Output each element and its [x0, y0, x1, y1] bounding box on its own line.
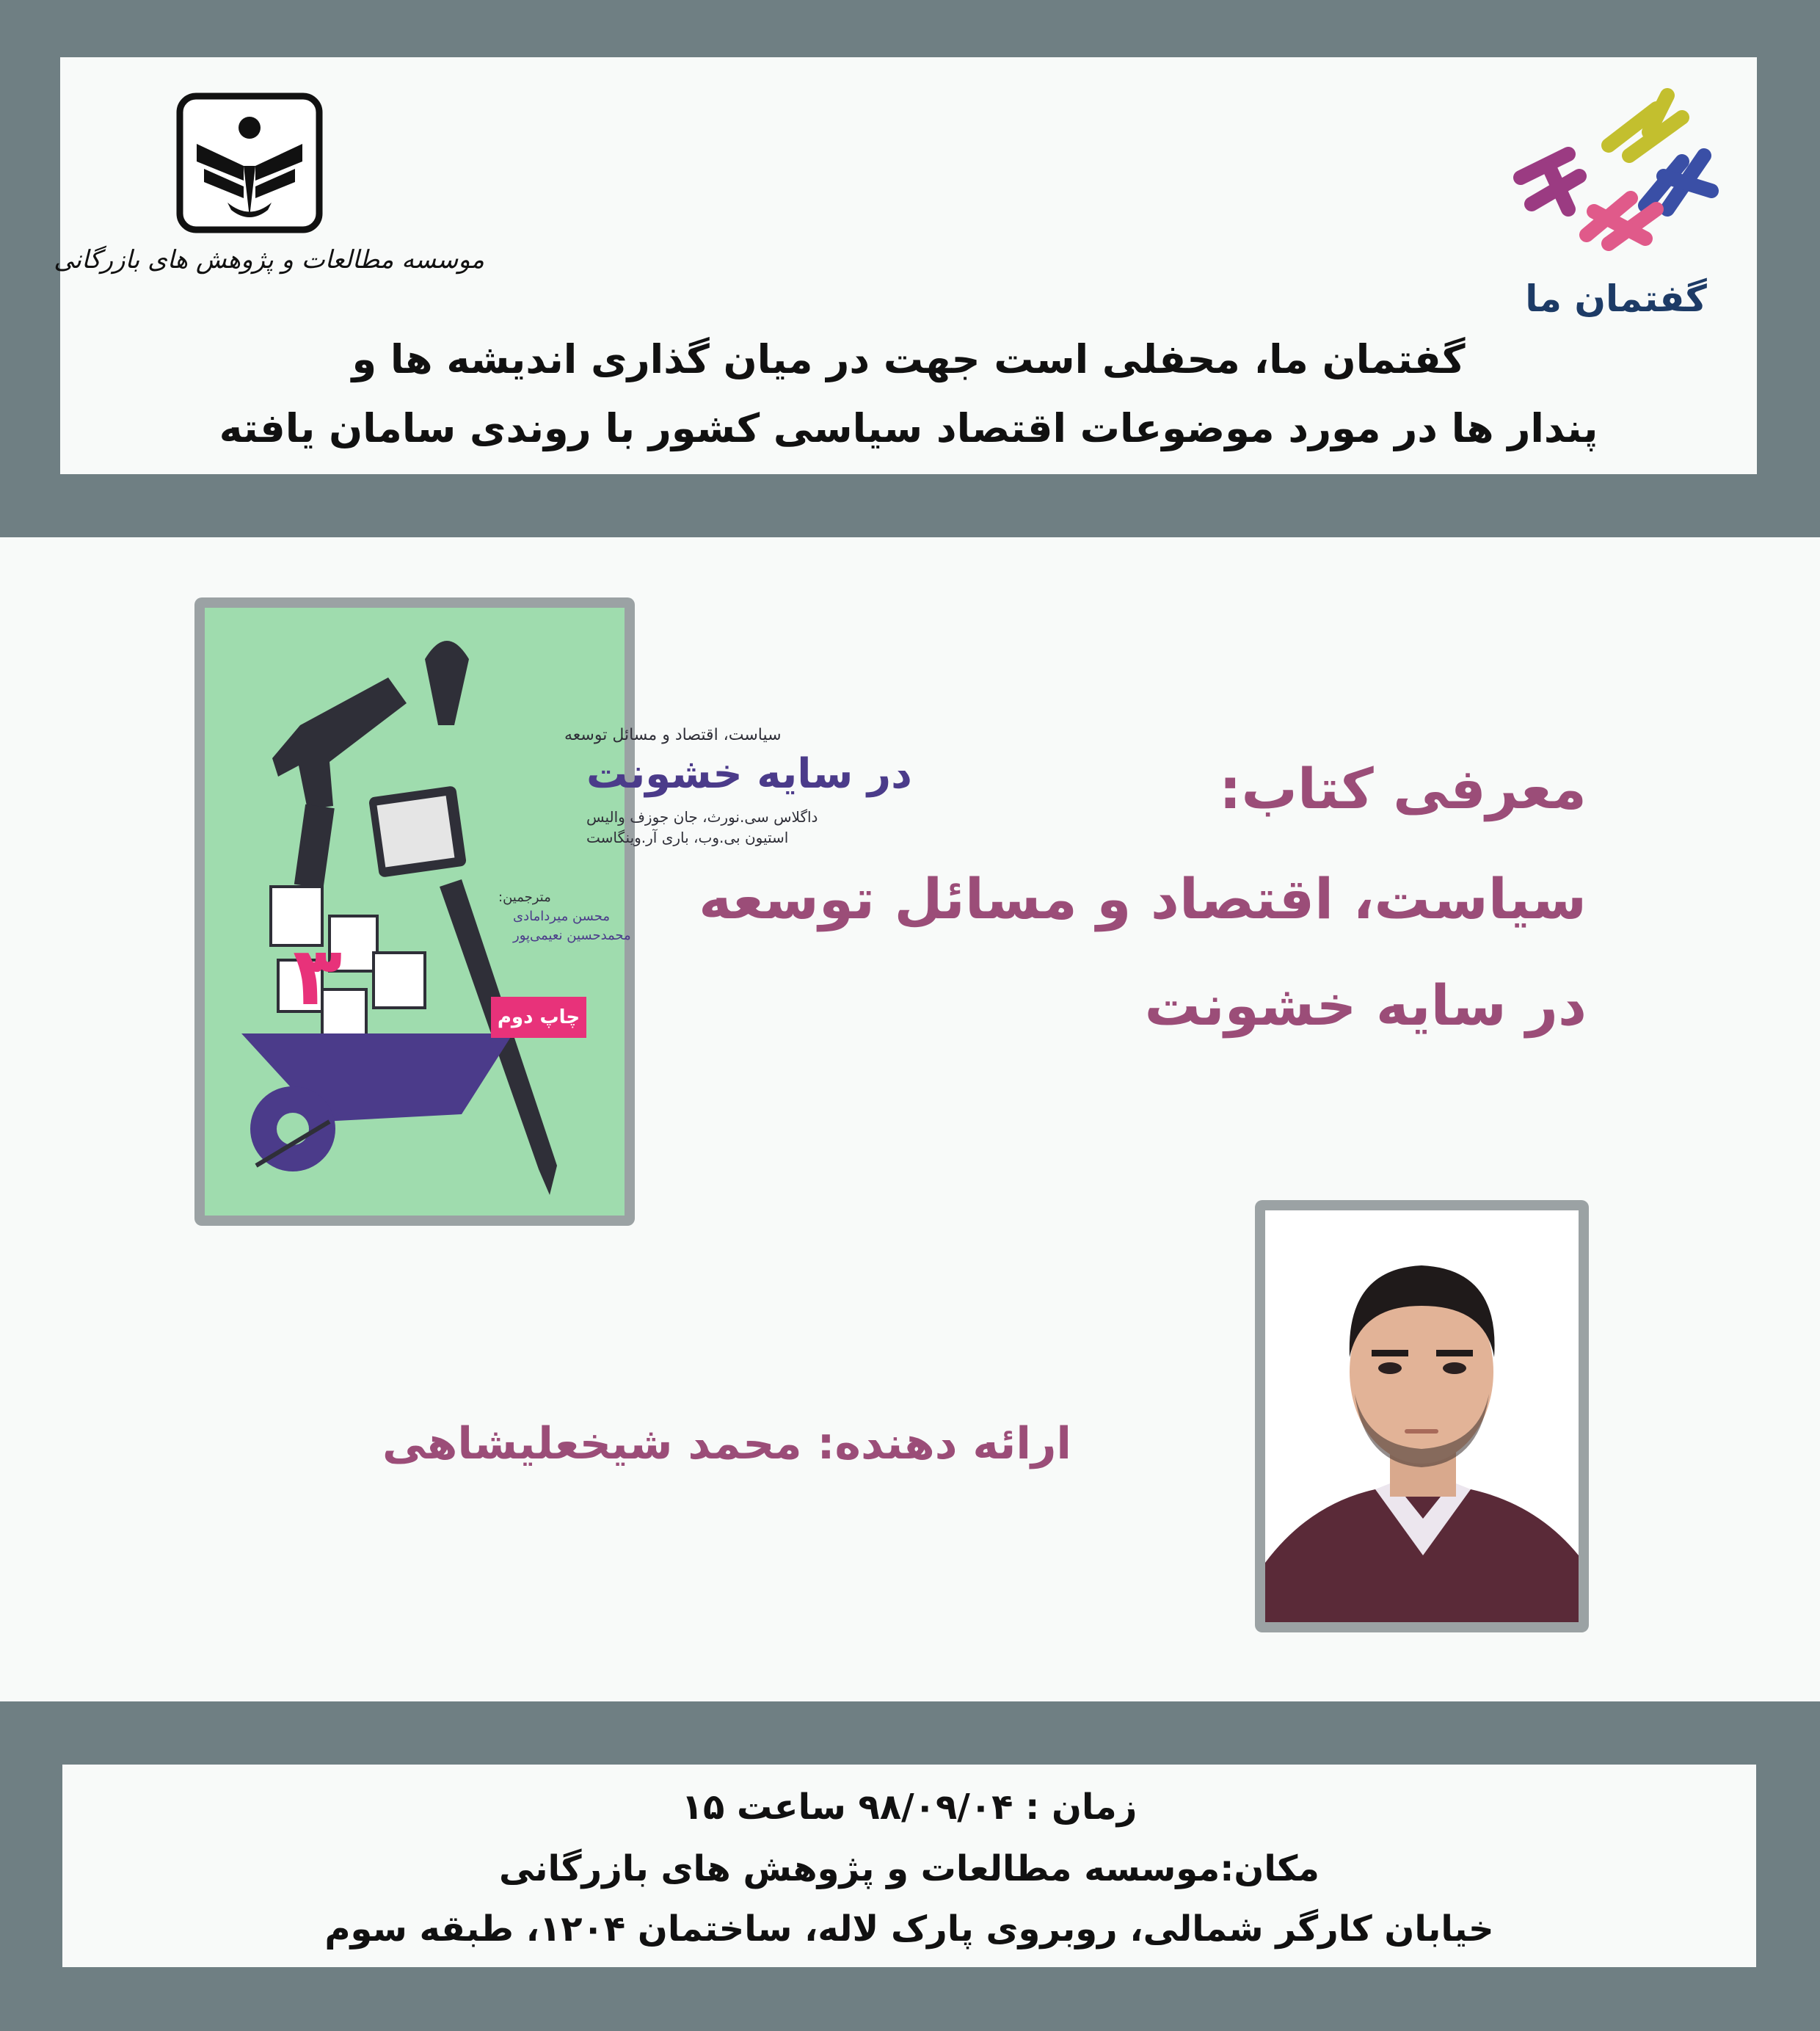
intro-line-2: پندار ها در مورد موضوعات اقتصاد سیاسی کشور با روندی سامان یافته — [219, 405, 1598, 451]
event-place: مکان:موسسه مطالعات و پژوهش های بازرگانی — [498, 1848, 1320, 1889]
cover-translators-label: مترجمین: — [498, 890, 551, 905]
book-cover-frame — [194, 597, 912, 1226]
book-title-line-2: در سایه خشونت — [1144, 973, 1587, 1038]
cover-translator-1: محسن میردامادی — [513, 909, 610, 924]
institute-emblem-icon — [176, 92, 323, 233]
intro-line-1: گفتمان ما، محفلی است جهت در میان گذاری اندیشه ها و — [352, 336, 1466, 382]
brand-caption: گفتمان ما — [1525, 277, 1707, 320]
cover-title: در سایه خشونت — [586, 750, 912, 798]
cover-series: سیاست، اقتصاد و مسائل توسعه — [564, 726, 782, 744]
institute-caption: موسسه مطالعات و پژوهش های بازرگانی — [54, 245, 484, 275]
header-panel — [54, 57, 1757, 474]
event-address: خیابان کارگر شمالی، روبروی پارک لاله، ساختمان ۱۲۰۴، طبقه سوم — [324, 1908, 1494, 1950]
presenter-photo — [1265, 1210, 1579, 1622]
event-time: زمان : ۹۸/۰۹/۰۴ ساعت ۱۵ — [681, 1787, 1138, 1828]
svg-text:۳: ۳ — [293, 929, 343, 1023]
cover-authors-1: داگلاس سی.نورث، جان جوزف والیس — [586, 808, 818, 826]
presenter-name: ارائه دهنده: محمد شیخعلیشاهی — [382, 1418, 1071, 1469]
cover-translator-2: محمدحسین نعیمی‌پور — [513, 928, 631, 943]
book-title-line-1: سیاست، اقتصاد و مسائل توسعه — [699, 866, 1587, 931]
heading-label: معرفی کتاب: — [1219, 756, 1587, 821]
event-info-panel — [62, 1765, 1756, 1967]
cover-authors-2: استیون بی.وب، باری آر.وینگاست — [586, 829, 789, 846]
presenter-photo-frame — [1255, 1200, 1589, 1632]
book-cover-image — [205, 608, 912, 1216]
guftman-ma-logo-icon — [1499, 88, 1733, 272]
cover-edition: چاپ دوم — [497, 1006, 580, 1028]
